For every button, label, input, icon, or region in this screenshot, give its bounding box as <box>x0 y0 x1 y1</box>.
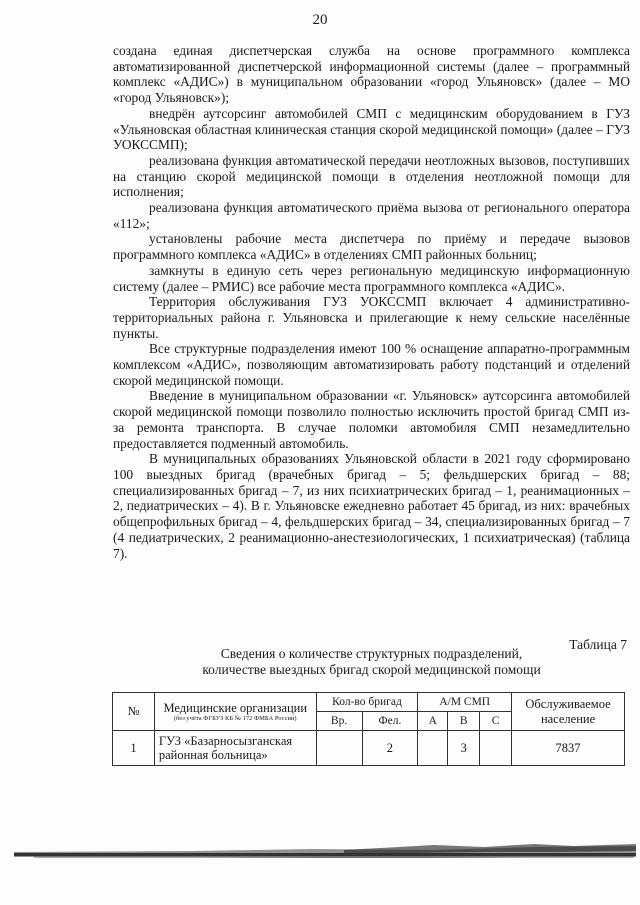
table-caption-line-2: количестве выездных бригад скорой медицинской помощи <box>202 662 541 677</box>
body-text <box>113 43 630 561</box>
scan-artifact-band <box>14 843 636 865</box>
paragraph-5: установлены рабочие места диспетчера по приёму и передаче вызовов программного комплекса «АДИС» в отделениях СМП районных больниц; <box>113 231 630 263</box>
cell-a <box>418 731 448 766</box>
page-number: 20 <box>312 12 328 28</box>
table-row <box>113 731 625 766</box>
table-label: Таблица 7 <box>569 637 627 652</box>
paragraph-7: Территория обслуживания ГУЗ УОКССМП включает 4 административно-территориальных района г. Ульяновска и прилегающие к нему сельские населённые пункты. <box>113 294 630 341</box>
header-num: № <box>113 693 155 731</box>
paragraph-8: Все структурные подразделения имеют 100 % оснащение аппаратно-программным комплексом «АДИС», позволяющим автоматизировать работу подстанций и отделений скорой медицинской помощи. <box>113 341 630 388</box>
cell-vr <box>316 731 362 766</box>
header-a: А <box>418 712 448 731</box>
header-org <box>154 693 316 731</box>
header-population: Обслуживаемое население <box>512 693 625 731</box>
table-caption-line-1: Сведения о количестве структурных подразделений, <box>220 646 523 661</box>
cell-num: 1 <box>113 731 155 766</box>
table-caption <box>113 646 630 678</box>
paragraph-3: реализована функция автоматической передачи неотложных вызовов, поступивших на станцию скорой медицинской помощи в отделения неотложной помощи для исполнения; <box>113 152 630 200</box>
header-b: В <box>448 712 480 731</box>
cell-c <box>480 731 512 766</box>
table-header-row <box>113 693 625 712</box>
header-c: С <box>480 712 512 731</box>
header-cars: А/М СМП <box>418 693 512 712</box>
paragraph-2: внедрён аутсорсинг автомобилей СМП с медицинским оборудованием в ГУЗ «Ульяновская областная клиническая станция скорой медицинской помощи» (далее – ГУЗ УОКССМП); <box>113 105 630 153</box>
paragraph-4: реализована функция автоматического приёма вызова от регионального оператора «112»; <box>113 200 630 231</box>
paragraph-10: В муниципальных образованиях Ульяновской области в 2021 году сформировано 100 выездных бригад (врачебных бригад – 5; фельдшерских бригад – 88; специализированных бригад – 7, из них психиатрических бригад – 1, реанимационных – 2, педиатрических – 4). В г. Ульяновске ежедневно работает 45 бригад, из них: врачебных общепрофильных бригад – 4, фельдшерских бригад – 34, специализированных бригад – 7 (4 педиатрических, 2 реанимационно-анестезиологических, 1 психиатрическая) (таблица 7). <box>113 451 630 561</box>
header-org-label: Медицинские организации <box>163 701 308 715</box>
header-org-note: (без учёта ФГБУЗ КБ № 172 ФМБА России) <box>173 715 297 722</box>
cell-population: 7837 <box>512 731 625 766</box>
header-vr: Вр. <box>316 712 362 731</box>
header-teams: Кол-во бригад <box>316 693 418 712</box>
data-table <box>112 692 625 766</box>
cell-org: ГУЗ «Базарносызганская районная больница» <box>154 731 316 766</box>
header-fel: Фел. <box>362 712 418 731</box>
paragraph-1: создана единая диспетчерская служба на основе программного комплекса автоматизированной диспетчерской информационной системы (далее – программный комплекс «АДИС») в муниципальном образовании «город Ульяновск» (далее – МО «город Ульяновск»); <box>113 43 630 106</box>
paragraph-9: Введение в муниципальном образовании «г. Ульяновск» аутсорсинга автомобилей скорой медицинской помощи позволило полностью исключить простой бригад СМП из-за ремонта транспорта. В случае поломки автомобиля СМП незамедлительно предоставляется подменный автомобиль. <box>113 388 630 451</box>
cell-fel: 2 <box>362 731 418 766</box>
cell-b: 3 <box>448 731 480 766</box>
paragraph-6: замкнуты в единую сеть через региональную медицинскую информационную систему (далее – РМИС) все рабочие места программного комплекса «АДИС». <box>113 262 630 294</box>
